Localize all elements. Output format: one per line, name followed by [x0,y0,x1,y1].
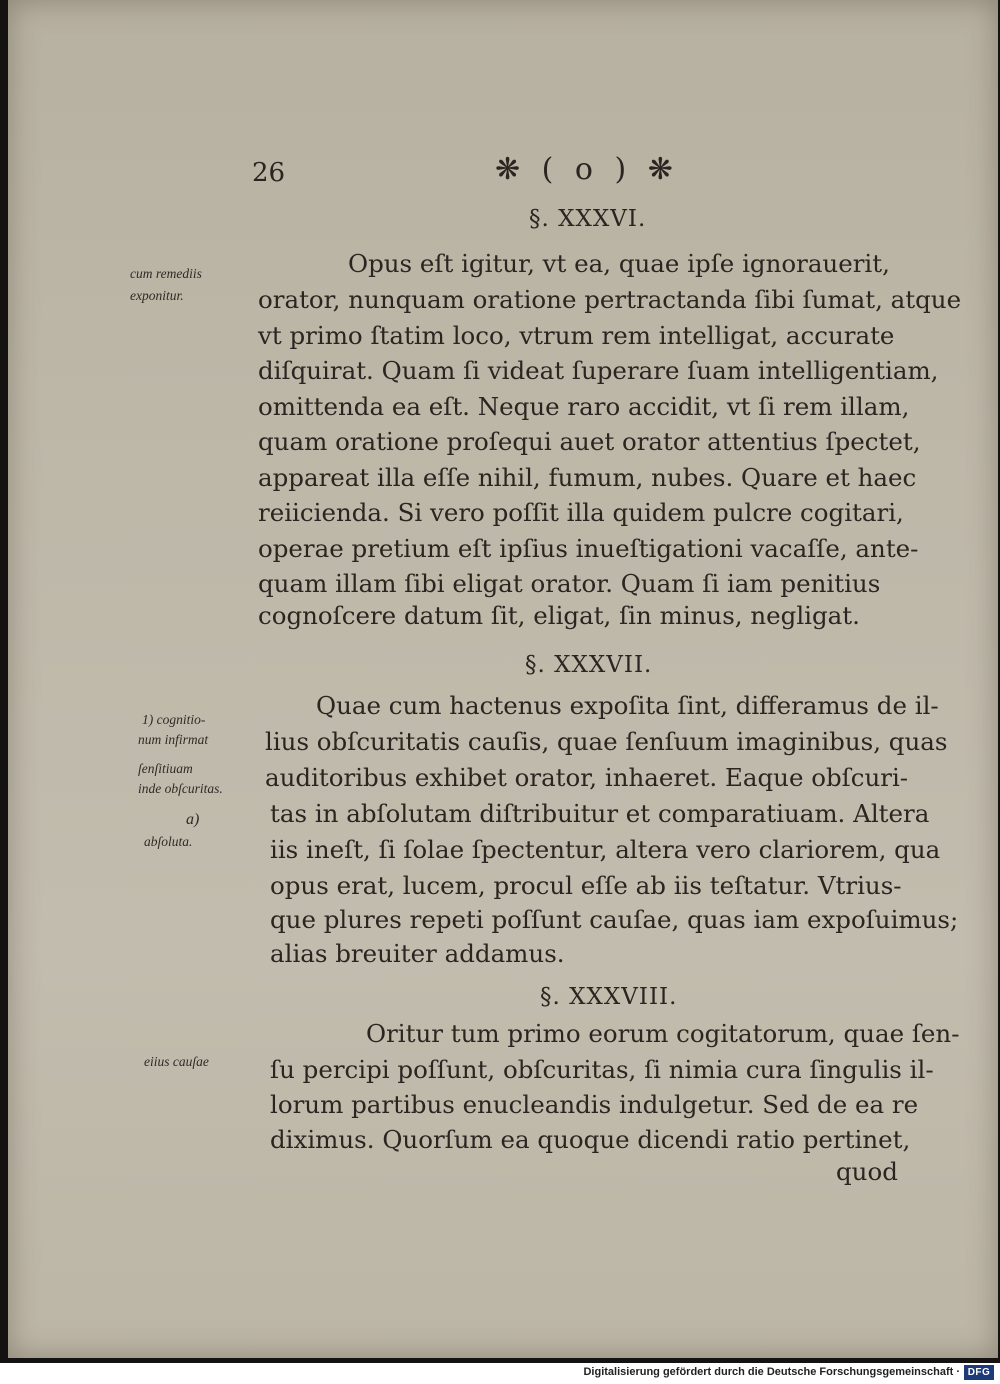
text-line: iis ineſt, ſi ſolae ſpectentur, altera vero clariorem, qua [270,835,941,864]
running-head-ornament: ❋ ( o ) ❋ [495,152,679,187]
text-line: orator, nunquam oratione pertractanda ſibi ſumat, atque [258,285,962,314]
section-heading-38: §. XXXVIII. [540,984,678,1010]
margin-note-line: eiius cauſae [144,1054,209,1069]
margin-note-line: inde obſcuritas. [138,781,223,796]
text-line: Oritur tum primo eorum cogitatorum, quae ſen- [366,1019,960,1048]
text-line: diximus. Quorſum ea quoque dicendi ratio pertinet, [270,1125,911,1154]
margin-note-line: 1) cognitio- [142,712,206,727]
text-line: omittenda ea eſt. Neque raro accidit, vt ſi rem illam, [258,392,910,421]
section-heading-36: §. XXXVI. [529,206,647,232]
text-line: que plures repeti poſſunt cauſae, quas iam expoſuimus; [270,905,959,934]
text-line: cognoſcere datum ſit, eligat, ſin minus, negligat. [258,601,860,630]
text-line: alias breuiter addamus. [270,939,565,968]
margin-note-line: cum remediis [130,266,202,281]
margin-note-line: num infirmat [138,732,209,747]
book-page [8,0,998,1358]
dfg-logo-icon: DFG [964,1365,994,1380]
text-line: tas in abſolutam diſtribuitur et comparatiuam. Altera [270,799,930,828]
text-line: lorum partibus enucleandis indulgetur. Sed de ea re [270,1090,919,1119]
section-heading-37: §. XXXVII. [525,652,653,678]
text-line: auditoribus exhibet orator, inhaeret. Eaque obſcuri- [265,763,909,792]
text-line: Opus eſt igitur, vt ea, quae ipſe ignorauerit, [348,249,890,278]
footer-bar [0,1363,1000,1384]
text-line: lius obſcuritatis cauſis, quae ſenſuum imaginibus, quas [265,727,948,756]
page-number: 26 [252,158,286,188]
text-line: ſu percipi poſſunt, obſcuritas, ſi nimia cura ſingulis il- [270,1055,934,1084]
catchword: quod [836,1157,898,1186]
footer-credit: Digitalisierung gefördert durch die Deutsche Forschungsgemeinschaft · [583,1366,960,1378]
margin-note-line: a) [186,811,200,828]
text-line: opus erat, lucem, procul eſſe ab iis teſtatur. Vtrius- [270,871,902,900]
text-line: reiicienda. Si vero poſſit illa quidem pulcre cogitari, [258,498,904,527]
text-line: quam illam ſibi eligat orator. Quam ſi iam penitius [258,569,881,598]
margin-note-line: ſenſitiuam [138,761,193,776]
text-line: quam oratione proſequi auet orator attentius ſpectet, [258,427,921,456]
text-line: diſquirat. Quam ſi videat ſuperare ſuam intelligentiam, [258,356,939,385]
text-line: operae pretium eſt ipſius inueſtigationi vacaſſe, ante- [258,534,919,563]
margin-note-line: exponitur. [130,288,184,303]
text-line: Quae cum hactenus expoſita ſint, differamus de il- [316,691,939,720]
margin-note-line: abſoluta. [144,834,193,849]
text-line: appareat illa eſſe nihil, fumum, nubes. Quare et haec [258,463,917,492]
text-line: vt primo ſtatim loco, vtrum rem intelligat, accurate [258,321,895,350]
